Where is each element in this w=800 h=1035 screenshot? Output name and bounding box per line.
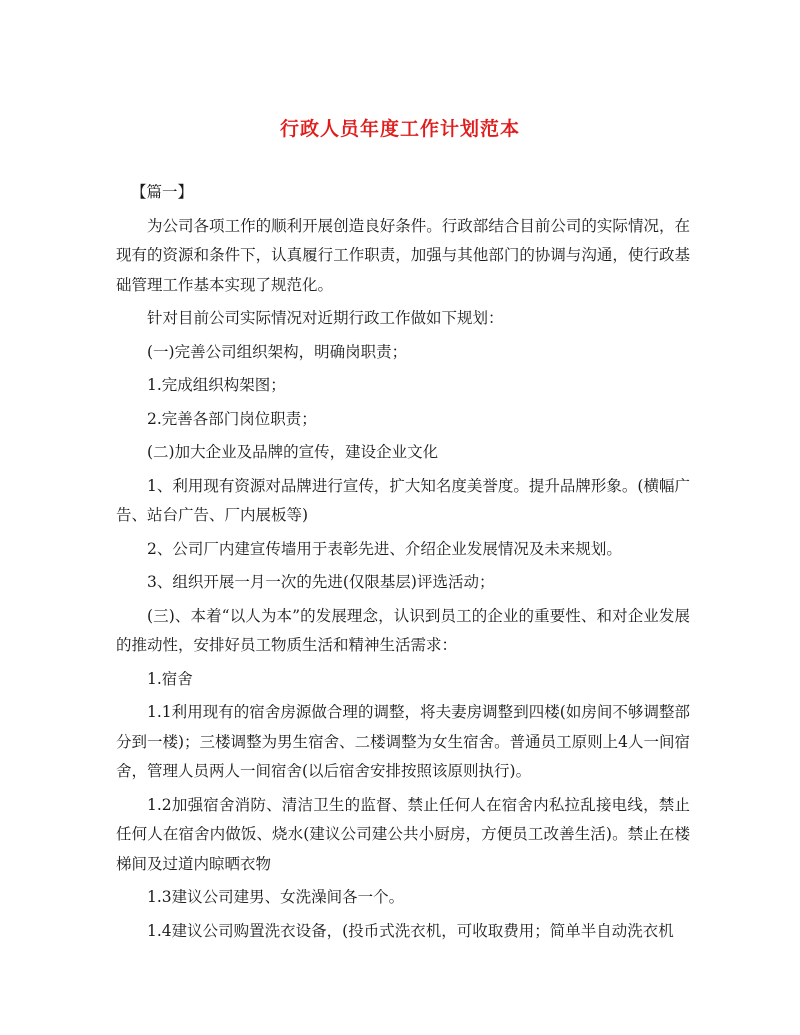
paragraph: 为公司各项工作的顺利开展创造良好条件。行政部结合目前公司的实际情况，在现有的资源和条件下，认真履行工作职责，加强与其他部门的协调与沟通，使行政基础管理工作基本实现了规范化。 [116,216,690,294]
paragraph: 2.完善各部门岗位职责； [147,409,317,428]
paragraph: 3、组织开展一月一次的先进(仅限基层)评选活动； [147,573,495,591]
paragraph: 1.4建议公司购置洗衣设备，(投币式洗衣机，可收取费用；简单半自动洗衣机 [147,921,674,940]
document-body [116,178,690,950]
paragraph: 1.宿舍 [147,669,193,688]
paragraph: 1.完成组织构架图； [147,376,286,394]
paragraph: (一)完善公司组织架构，明确岗职责； [147,342,408,361]
paragraph: 1.2加强宿舍消防、清洁卫生的监督、禁止任何人在宿舍内私拉乱接电线，禁止任何人在宿舍内做饭、烧水(建议公司建公共小厨房，方便员工改善生活)。禁止在楼梯间及过道内晾晒衣物 [116,795,690,873]
paragraph: (二)加大企业及品牌的宣传，建设企业文化 [147,443,439,461]
paragraph: 1、利用现有资源对品牌进行宣传，扩大知名度美誉度。提升品牌形象。(横幅广告、站台广告、厂内展板等) [116,476,690,524]
paragraph: 1.1利用现有的宿舍房源做合理的调整，将夫妻房调整到四楼(如房间不够调整部分到一楼)；三楼调整为男生宿舍、二楼调整为女生宿舍。普通员工原则上4人一间宿舍，管理人员两人一间宿舍(以后宿舍安排按照该原则执行)。 [116,703,690,780]
paragraph: 1.3建议公司建男、女洗澡间各一个。 [147,888,405,906]
paragraph: 针对目前公司实际情况对近期行政工作做如下规划： [147,309,504,327]
section-label: 【篇一】 [131,183,194,201]
paragraph: (三)、本着“以人为本”的发展理念，认识到员工的企业的重要性、和对企业发展的推动性，安排好员工物质生活和精神生活需求： [116,606,690,654]
paragraph: 2、公司厂内建宣传墙用于表彰先进、介绍企业发展情况及未来规划。 [147,539,622,558]
document-title: 行政人员年度工作计划范本 [279,118,520,140]
